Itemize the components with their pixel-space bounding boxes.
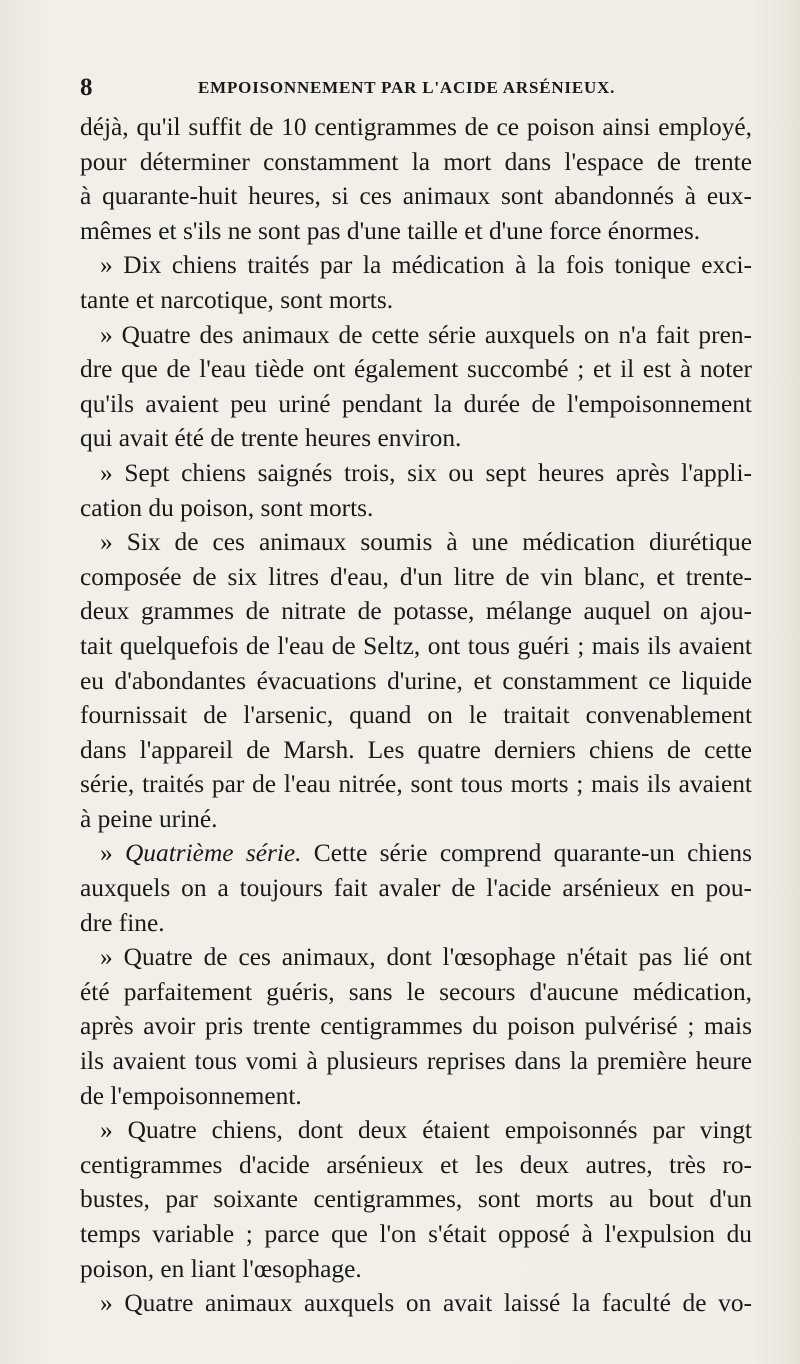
text-line: ils avaient tous vomi à plusieurs reprises dans la première heure <box>80 1047 752 1076</box>
running-title: EMPOISONNEMENT PAR L'ACIDE ARSÉNIEUX. <box>198 78 616 97</box>
text-line: bustes, par soixante centigrammes, sont morts au bout d'un <box>80 1185 752 1214</box>
text-line: dre que de l'eau tiède ont également succombé ; et il est à noter <box>80 355 752 384</box>
text-line: après avoir pris trente centigrammes du poison pulvérisé ; mais <box>80 1012 752 1041</box>
text-line: pour déterminer constamment la mort dans l'espace de trente <box>80 147 752 176</box>
text-line: cation du poison, sont morts. <box>80 493 374 522</box>
text-line: dre fine. <box>80 908 165 937</box>
text-line: » Quatrième série. Cette série comprend quarante-un chiens <box>100 839 752 868</box>
text-line: tante et narcotique, sont morts. <box>80 285 394 314</box>
body-text <box>80 110 752 1321</box>
text-line: poison, en liant l'œsophage. <box>80 1254 362 1283</box>
text-line: tait quelquefois de l'eau de Seltz, ont tous guéri ; mais ils avaient <box>80 631 752 660</box>
text-line: composée de six litres d'eau, d'un litre de vin blanc, et trente- <box>80 562 752 591</box>
text-line: de l'empoisonnement. <box>80 1081 302 1110</box>
text-line: qui avait été de trente heures environ. <box>80 424 462 453</box>
text-line: dans l'appareil de Marsh. Les quatre derniers chiens de cette <box>80 735 752 764</box>
text-line: fournissait de l'arsenic, quand on le traitait convenablement <box>80 701 752 730</box>
text-line: » Sept chiens saignés trois, six ou sept heures après l'appli- <box>100 458 752 487</box>
text-line: deux grammes de nitrate de potasse, mélange auquel on ajou- <box>80 597 752 626</box>
text-line: » Dix chiens traités par la médication à la fois tonique exci- <box>100 251 752 280</box>
text-line: série, traités par de l'eau nitrée, sont tous morts ; mais ils avaient <box>80 770 752 799</box>
text-line: été parfaitement guéris, sans le secours d'aucune médication, <box>80 977 752 1006</box>
text-line: » Quatre de ces animaux, dont l'œsophage n'était pas lié ont <box>100 943 752 972</box>
text-line: à peine uriné. <box>80 804 218 833</box>
text-line: qu'ils avaient peu uriné pendant la durée de l'empoisonnement <box>80 389 752 418</box>
text-line: » Quatre animaux auxquels on avait laissé la faculté de vo- <box>100 1289 752 1318</box>
page-header <box>80 74 740 104</box>
text-line: » Six de ces animaux soumis à une médication diurétique <box>100 528 752 557</box>
text-line: temps variable ; parce que l'on s'était opposé à l'expulsion du <box>80 1220 752 1248</box>
text-line: » Quatre des animaux de cette série auxquels on n'a fait pren- <box>100 320 752 349</box>
text-line: à quarante-huit heures, si ces animaux sont abandonnés à eux- <box>80 182 752 211</box>
text-line: auxquels on a toujours fait avaler de l'acide arsénieux en pou- <box>80 874 752 903</box>
text-line: » Quatre chiens, dont deux étaient empoisonnés par vingt <box>100 1116 752 1145</box>
series-heading: Quatrième série. <box>124 839 302 868</box>
text-line: eu d'abondantes évacuations d'urine, et constamment ce liquide <box>80 666 752 695</box>
text-line: mêmes et s'ils ne sont pas d'une taille et d'une force énormes. <box>80 216 701 245</box>
text-line: déjà, qu'il suffit de 10 centigrammes de ce poison ainsi employé, <box>80 113 752 141</box>
text-line: centigrammes d'acide arsénieux et les deux autres, très ro- <box>80 1150 752 1179</box>
page-number: 8 <box>80 74 93 101</box>
